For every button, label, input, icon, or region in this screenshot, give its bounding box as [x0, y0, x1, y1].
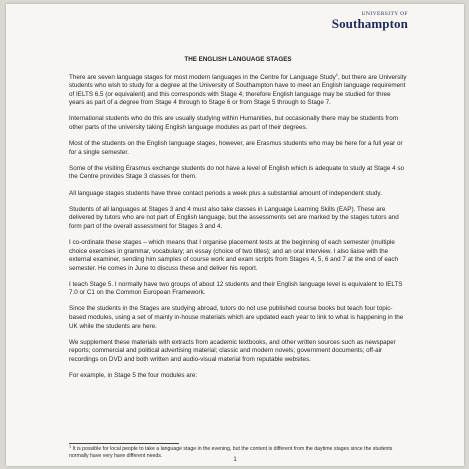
paragraph-3: Most of the students on the English language stages, however, are Erasmus students who may be here for a full year or for a single semester. [69, 140, 403, 156]
paragraph-5: All language stages students have three contact periods a week plus a substantial amount of independent study. [69, 189, 382, 197]
logo-big-text: Southampton [331, 16, 408, 31]
document-body [69, 56, 407, 388]
paragraph-6: Students of all languages at Stages 3 and 4 must also take classes in Language Learning Skills (EAP). These are delivered by tutors who are not part of English language, but the assessments set are marked by the stages tutors and form part of the overall assessment for Stages 3 and 4. [69, 205, 399, 230]
paragraph-10: We supplement these materials with extracts from academic textbooks, and other written sources such as newspaper reports; commercial and political advertising material; classic and modern novels; government documents; off-air recordings on DVD and both written and audio-visual material from reputable websites. [69, 338, 396, 363]
paragraph-1-before: There are seven language stages for most modern languages in the Centre for Language Study [69, 73, 336, 81]
logo-small-text: UNIVERSITY OF [361, 11, 408, 17]
footnote-text: It is possible for local people to take a language stage in the evening, but the content is different from the daytime stages since the students normally have very have different needs. [69, 446, 393, 459]
paragraph-7: I co-ordinate these stages – which means that I organise placement tests at the beginning of each semester (multiple choice exercises in grammar, vocabulary; an essay (choice of two titles); and an oral interview. I also liaise with the external examiner, sending him samples of course work and exam scripts from Stages 4, 5, 6 and 7 at the end of each semester. He comes in June to discuss these and deliver his report. [69, 238, 399, 272]
paragraph-1 [69, 71, 407, 108]
page-number: 1 [233, 457, 237, 463]
paragraph-9: Since the students in the Stages are studying abroad, tutors do not use published course books but teach four topic-based modules, using a set of mainly in-house materials which are updated each year to link to what is happening in the UK while the students are here. [69, 305, 404, 330]
paragraph-2: International students who do this are usually studying within Humanities, but occasionally there may be students from other parts of the university taking English language modules as part of their degrees. [69, 115, 399, 132]
paragraph-1-after: , but there are University students who wish to study for a degree at the University of Southampton have to meet an English language requirement of IELTS 6.5 (or equivalent) and this corresponds with Stage 4; therefore English language may be studied for three years as part of a degree from Stage 4 through to Stage 6 or from Stage 5 through to Stage 7. [69, 73, 407, 107]
paragraph-11: For example, in Stage 5 the four modules are: [69, 372, 198, 380]
university-logo [332, 11, 408, 30]
paragraph-4: Some of the visiting Erasmus exchange students do not have a level of English which is adequate to study at Stage 4 so the Centre provides Stage 3 classes for them. [69, 164, 404, 181]
footnote-reference: 1 [335, 71, 338, 77]
document-page [6, 4, 464, 466]
document-title: THE ENGLISH LANGUAGE STAGES [184, 56, 292, 63]
paragraph-8: I teach Stage 5. I normally have two groups of about 12 students and their English language level is equivalent to IELTS 7.0 or C1 on the Common European Framework. [69, 280, 403, 297]
footnote-divider [69, 443, 179, 444]
footnote-mark: 1 [69, 443, 72, 449]
